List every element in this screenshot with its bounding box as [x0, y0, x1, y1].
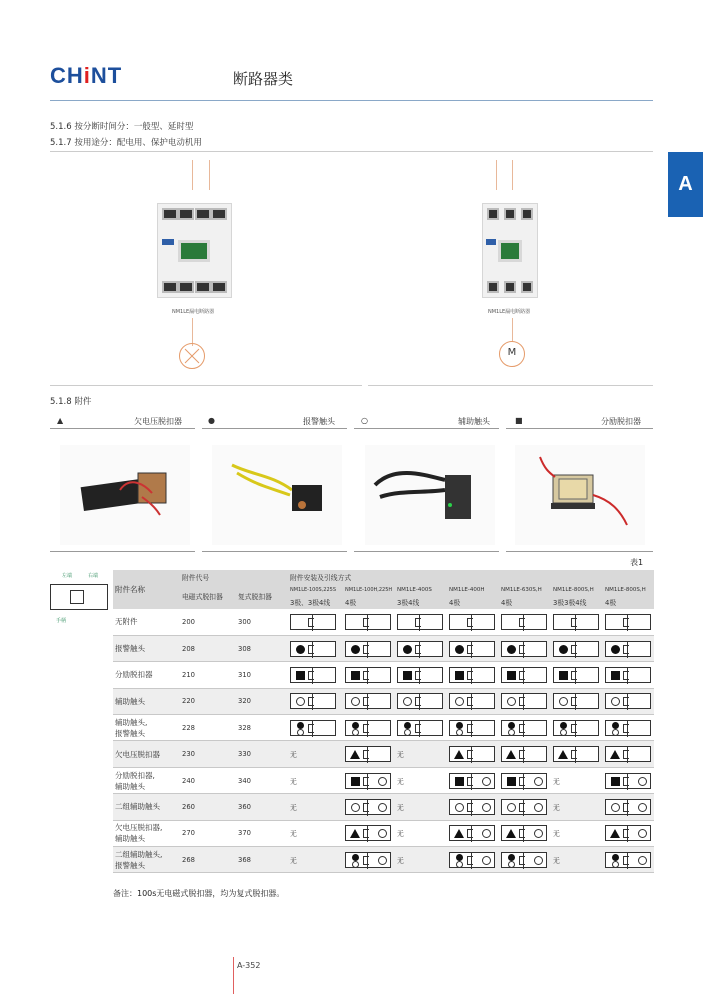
section-516: 5.1.6 按分断时间分：一般型、延时型 [50, 122, 194, 132]
divider [50, 551, 195, 552]
row-wiring-cell: 无 [551, 820, 603, 846]
row-wiring-cell: 无 [288, 847, 343, 873]
breaker-image-left [157, 203, 232, 298]
legend-label-shunt: 分励脱扣器 [601, 417, 641, 426]
row-wiring-cell [499, 635, 551, 661]
wiring-symbol-dot [345, 641, 391, 657]
legend-label-uv: 欠电压脱扣器 [134, 417, 182, 426]
legend-symbol-aux: ○ [361, 416, 368, 425]
legend-underline [354, 428, 499, 429]
wiring-symbol-dot [605, 641, 651, 657]
model-5: NM1LE-800S,H [551, 583, 603, 596]
model-4: NM1LE-630S,H [499, 583, 551, 596]
row-wiring-cell [288, 635, 343, 661]
wiring-symbol-dotcirc [605, 720, 651, 736]
row-wiring-cell [499, 662, 551, 688]
row-wiring-cell [343, 820, 395, 846]
page-number: A-352 [237, 961, 261, 970]
row-wiring-cell [603, 662, 654, 688]
header-code: 附件代号 [180, 570, 288, 583]
wiring-symbol-sq [345, 667, 391, 683]
leader-line [496, 160, 497, 190]
wiring-symbol-tri [553, 746, 599, 762]
chint-logo: CHiNT [50, 63, 123, 88]
row-wiring-cell [551, 662, 603, 688]
wiring-symbol-dot [553, 641, 599, 657]
breaker-handle [178, 240, 210, 262]
leader-line [192, 160, 193, 190]
row-wiring-cell [499, 767, 551, 793]
wiring-symbol-sqcirc [449, 773, 495, 789]
legend-underline [202, 428, 347, 429]
row-comp-code: 308 [236, 635, 288, 661]
row-name: 辅助触头 [113, 688, 180, 714]
wiring-symbol-blank [553, 614, 599, 630]
row-name: 二组辅助触头 [113, 794, 180, 820]
row-wiring-cell [288, 662, 343, 688]
product-caption-left: NM1LE漏电断路器 [172, 309, 215, 315]
row-name: 欠电压脱扣器, 辅助触头 [113, 820, 180, 846]
model-3: NM1LE-400H [447, 583, 499, 596]
row-wiring-cell [447, 715, 499, 741]
divider [506, 551, 653, 552]
wiring-symbol-circ [553, 693, 599, 709]
row-wiring-cell: 无 [288, 820, 343, 846]
wiring-symbol-tri [501, 746, 547, 762]
wiring-symbol-circcirc [605, 799, 651, 815]
wiring-symbol-dot [290, 641, 336, 657]
poles-4: 4极 [499, 596, 551, 609]
row-wiring-cell [603, 635, 654, 661]
row-comp-code: 340 [236, 767, 288, 793]
wiring-symbol-dotcirc [290, 720, 336, 736]
wiring-symbol-sq [397, 667, 443, 683]
wiring-symbol-dotcirc [397, 720, 443, 736]
motor-symbol-letter: M [507, 347, 517, 358]
header-mag: 电磁式脱扣器 [180, 583, 236, 609]
row-mag-code: 230 [180, 741, 236, 767]
wiring-symbol-blank [345, 614, 391, 630]
divider [50, 151, 653, 152]
row-mag-code: 260 [180, 794, 236, 820]
poles-1: 4极 [343, 596, 395, 609]
wiring-symbol-sq [553, 667, 599, 683]
legend-label-aux: 辅助触头 [458, 417, 490, 426]
wiring-symbol-blank [449, 614, 495, 630]
row-comp-code: 310 [236, 662, 288, 688]
model-0: NM1LE-100S,225S [288, 583, 343, 596]
wiring-symbol-tricirc [449, 825, 495, 841]
row-wiring-cell [447, 688, 499, 714]
row-wiring-cell [499, 741, 551, 767]
row-wiring-cell [395, 662, 447, 688]
row-comp-code: 368 [236, 847, 288, 873]
model-2: NM1LE-400S [395, 583, 447, 596]
row-mag-code: 268 [180, 847, 236, 873]
wiring-symbol-circ [397, 693, 443, 709]
row-name: 无附件 [113, 609, 180, 635]
table-row [113, 635, 654, 661]
row-wiring-cell [603, 794, 654, 820]
wiring-symbol-circcirc [345, 799, 391, 815]
table-row [113, 820, 654, 846]
wiring-symbol-tricirc [501, 825, 547, 841]
row-wiring-cell [603, 741, 654, 767]
row-name: 辅助触头, 报警触头 [113, 715, 180, 741]
row-wiring-cell [551, 688, 603, 714]
row-wiring-cell [447, 741, 499, 767]
auxiliary-contact-photo [365, 445, 495, 545]
wiring-symbol-dot [501, 641, 547, 657]
wiring-symbol-circ [501, 693, 547, 709]
row-wiring-cell: 无 [551, 767, 603, 793]
row-wiring-cell [447, 820, 499, 846]
row-wiring-cell [603, 820, 654, 846]
wiring-symbol-dotcirc [553, 720, 599, 736]
leader-line [192, 318, 193, 346]
row-name: 欠电压脱扣器 [113, 741, 180, 767]
section-517: 5.1.7 按用途分：配电用、保护电动机用 [50, 138, 202, 148]
row-wiring-cell [288, 609, 343, 635]
table-row [113, 767, 654, 793]
row-mag-code: 220 [180, 688, 236, 714]
wiring-symbol-tricirc [605, 825, 651, 841]
poles-5: 3极3极4线 [551, 596, 603, 609]
legend-symbol-alarm: ● [208, 416, 215, 425]
row-wiring-cell: 无 [288, 794, 343, 820]
wiring-symbol-blank [290, 614, 336, 630]
row-name: 报警触头 [113, 635, 180, 661]
row-wiring-cell [343, 635, 395, 661]
row-comp-code: 320 [236, 688, 288, 714]
poles-2: 3极4线 [395, 596, 447, 609]
wiring-symbol-tri [345, 746, 391, 762]
product-caption-right: NM1LE漏电断路器 [488, 309, 531, 315]
row-wiring-cell [447, 609, 499, 635]
row-wiring-cell: 无 [551, 847, 603, 873]
row-wiring-cell [499, 688, 551, 714]
wiring-symbol-blank [605, 614, 651, 630]
wiring-symbol-circ [290, 693, 336, 709]
row-wiring-cell [343, 847, 395, 873]
wiring-symbol-sqcirc [345, 773, 391, 789]
row-wiring-cell [343, 794, 395, 820]
row-wiring-cell [603, 688, 654, 714]
wiring-symbol-dotcirc2 [501, 852, 547, 868]
accessory-table-body [113, 609, 654, 873]
poles-6: 4极 [603, 596, 654, 609]
wiring-symbol-circcirc [501, 799, 547, 815]
row-wiring-cell [447, 767, 499, 793]
wiring-symbol-circcirc [449, 799, 495, 815]
wiring-symbol-blank [397, 614, 443, 630]
motor-symbol [499, 341, 525, 367]
model-1: NM1LE-100H,225H [343, 583, 395, 596]
row-wiring-cell [551, 609, 603, 635]
wiring-symbol-sq [449, 667, 495, 683]
row-wiring-cell [288, 688, 343, 714]
wiring-symbol-circ [345, 693, 391, 709]
wiring-symbol-sq [605, 667, 651, 683]
page-marker [233, 957, 234, 994]
header-comp: 复式脱扣器 [236, 583, 288, 609]
footnote: 备注：100s无电磁式脱扣器，均为复式脱扣器。 [113, 889, 285, 898]
row-wiring-cell: 无 [288, 767, 343, 793]
leader-line [512, 318, 513, 342]
table-row [113, 794, 654, 820]
breaker-image-right [482, 203, 538, 298]
row-wiring-cell [343, 715, 395, 741]
row-wiring-cell [603, 609, 654, 635]
row-wiring-cell: 无 [395, 767, 447, 793]
table-row [113, 688, 654, 714]
row-wiring-cell [603, 715, 654, 741]
row-wiring-cell [395, 635, 447, 661]
row-wiring-cell [499, 794, 551, 820]
row-wiring-cell [603, 847, 654, 873]
row-wiring-cell [343, 609, 395, 635]
poles-3: 4极 [447, 596, 499, 609]
table-row [113, 609, 654, 635]
diagram-handle-label: 手柄 [56, 618, 67, 624]
model-6: NM1LE-800S,H [603, 583, 654, 596]
header-rule [50, 100, 653, 101]
divider [50, 385, 362, 386]
header-name: 附件名称 [113, 570, 180, 609]
row-comp-code: 330 [236, 741, 288, 767]
row-wiring-cell [499, 715, 551, 741]
legend-underline [50, 428, 195, 429]
row-mag-code: 208 [180, 635, 236, 661]
wiring-symbol-sq [290, 667, 336, 683]
table-caption: 表1 [630, 558, 644, 567]
row-wiring-cell [288, 715, 343, 741]
breaker-handle [498, 240, 522, 262]
row-mag-code: 210 [180, 662, 236, 688]
row-wiring-cell [343, 767, 395, 793]
row-comp-code: 360 [236, 794, 288, 820]
row-wiring-cell [447, 635, 499, 661]
wiring-symbol-dot [449, 641, 495, 657]
row-wiring-cell: 无 [395, 847, 447, 873]
row-wiring-cell: 无 [551, 794, 603, 820]
table-row [113, 715, 654, 741]
wiring-symbol-dotcirc2 [605, 852, 651, 868]
diagram-handle [70, 590, 84, 604]
shunt-release-photo [515, 445, 645, 545]
wiring-symbol-blank [501, 614, 547, 630]
row-wiring-cell [499, 847, 551, 873]
wiring-symbol-tri [449, 746, 495, 762]
wiring-symbol-dot [397, 641, 443, 657]
row-wiring-cell [447, 662, 499, 688]
leader-line [209, 160, 210, 190]
row-wiring-cell: 无 [288, 741, 343, 767]
row-wiring-cell [551, 635, 603, 661]
wiring-symbol-dotcirc [345, 720, 391, 736]
legend-symbol-shunt: ■ [515, 416, 523, 425]
row-wiring-cell: 无 [395, 794, 447, 820]
row-wiring-cell [499, 609, 551, 635]
row-mag-code: 240 [180, 767, 236, 793]
poles-0: 3极、3极4线 [288, 596, 343, 609]
row-comp-code: 300 [236, 609, 288, 635]
row-name: 二组辅助触头, 报警触头 [113, 847, 180, 873]
row-wiring-cell [551, 741, 603, 767]
row-wiring-cell [395, 609, 447, 635]
section-518: 5.1.8 附件 [50, 397, 92, 407]
table-row [113, 662, 654, 688]
divider [368, 385, 653, 386]
row-mag-code: 270 [180, 820, 236, 846]
wiring-symbol-tri [605, 746, 651, 762]
row-wiring-cell [395, 715, 447, 741]
wiring-symbol-tricirc [345, 825, 391, 841]
row-comp-code: 328 [236, 715, 288, 741]
row-wiring-cell: 无 [395, 741, 447, 767]
row-wiring-cell [499, 820, 551, 846]
row-comp-code: 370 [236, 820, 288, 846]
wiring-symbol-circ [605, 693, 651, 709]
section-tab: A [668, 152, 703, 217]
row-name: 分励脱扣器, 辅助触头 [113, 767, 180, 793]
divider [354, 551, 499, 552]
row-wiring-cell [343, 741, 395, 767]
row-wiring-cell [343, 688, 395, 714]
wiring-symbol-circ [449, 693, 495, 709]
wiring-symbol-dotcirc2 [449, 852, 495, 868]
indicator-lamp-symbol [179, 343, 205, 369]
table-row [113, 847, 654, 873]
breaker-orientation-diagram [48, 568, 110, 628]
wiring-symbol-dotcirc [449, 720, 495, 736]
divider [202, 551, 347, 552]
wiring-symbol-sqcirc [501, 773, 547, 789]
row-wiring-cell [343, 662, 395, 688]
breaker-badge [162, 239, 174, 245]
diagram-right-label: 右端 [88, 573, 99, 579]
row-name: 分励脱扣器 [113, 662, 180, 688]
row-wiring-cell [551, 715, 603, 741]
page-heading: 断路器类 [233, 70, 294, 88]
legend-label-alarm: 报警触头 [303, 417, 335, 426]
diagram-left-label: 左端 [62, 573, 73, 579]
row-wiring-cell [447, 847, 499, 873]
wiring-symbol-dotcirc [501, 720, 547, 736]
table-row [113, 741, 654, 767]
alarm-contact-photo [212, 445, 342, 545]
row-wiring-cell: 无 [395, 820, 447, 846]
row-wiring-cell [603, 767, 654, 793]
header-install: 附件安装及引线方式 [288, 570, 654, 583]
legend-underline [506, 428, 653, 429]
undervoltage-release-photo [60, 445, 190, 545]
row-wiring-cell [447, 794, 499, 820]
wiring-symbol-sq [501, 667, 547, 683]
breaker-badge [486, 239, 496, 245]
row-wiring-cell [395, 688, 447, 714]
accessory-table [113, 570, 654, 873]
wiring-symbol-sqcirc [605, 773, 651, 789]
leader-line [512, 160, 513, 190]
row-mag-code: 228 [180, 715, 236, 741]
row-mag-code: 200 [180, 609, 236, 635]
legend-symbol-uv: ▲ [57, 416, 64, 425]
wiring-symbol-dotcirc2 [345, 852, 391, 868]
